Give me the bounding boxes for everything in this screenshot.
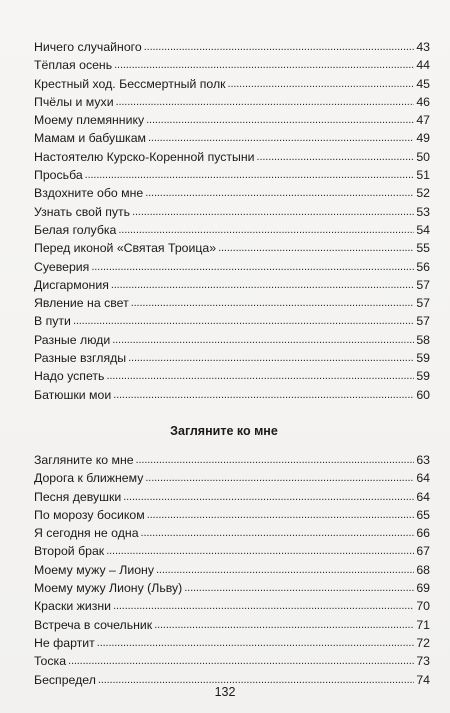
toc-entry	[34, 386, 430, 404]
toc-entry	[34, 349, 430, 367]
dot-leader	[136, 451, 414, 469]
toc-entry-page: 46	[416, 94, 430, 109]
dot-leader	[218, 239, 414, 257]
toc-entry-title: Не фартит	[34, 635, 95, 650]
toc-entry-title: Тоска	[34, 654, 67, 669]
toc-entry	[34, 597, 430, 615]
toc-entry-title: Моему мужу – Лиону	[34, 562, 154, 577]
dot-leader	[91, 258, 414, 276]
toc-entry-page: 57	[416, 277, 430, 292]
toc-entry	[34, 276, 430, 294]
toc-entry-title: Батюшки мои	[34, 387, 112, 402]
toc-entry-title: Крестный ход. Бессмертный полк	[34, 76, 226, 91]
toc-entry	[34, 148, 430, 166]
toc-entry	[34, 367, 430, 385]
toc-entry	[34, 294, 430, 312]
dot-leader	[141, 524, 414, 542]
toc-entry	[34, 221, 430, 239]
dot-leader	[116, 93, 414, 111]
toc-entry-page: 52	[416, 186, 430, 201]
toc-entry-page: 58	[416, 332, 430, 347]
toc-entry-title: Суеверия	[34, 259, 90, 274]
toc-entry-title: Встреча в сочельник	[34, 617, 153, 632]
dot-leader	[145, 469, 414, 487]
toc-entry-title: Загляните ко мне	[34, 452, 134, 467]
toc-entry	[34, 469, 430, 487]
table-of-contents	[34, 38, 430, 689]
toc-entry-title: Второй брак	[34, 544, 105, 559]
toc-entry-title: В пути	[34, 314, 71, 329]
toc-entry-page: 57	[416, 314, 430, 329]
dot-leader	[97, 634, 414, 652]
toc-entry-title: Пчёлы и мухи	[34, 94, 114, 109]
toc-entry-page: 70	[416, 599, 430, 614]
toc-entry	[34, 129, 430, 147]
toc-entry-page: 47	[416, 113, 430, 128]
dot-leader	[123, 488, 414, 506]
dot-leader	[144, 38, 414, 56]
toc-entry-page: 68	[416, 562, 430, 577]
toc-entry-title: Дисгармония	[34, 277, 109, 292]
toc-entry-page: 54	[416, 222, 430, 237]
toc-entry-title: Песня девушки	[34, 489, 122, 504]
toc-entry-title: Беспредел	[34, 672, 96, 687]
dot-leader	[85, 166, 414, 184]
toc-entry-page: 59	[416, 369, 430, 384]
toc-entry-page: 44	[416, 58, 430, 73]
toc-entry-title: Разные взгляды	[34, 351, 127, 366]
toc-entry-page: 55	[416, 241, 430, 256]
dot-leader	[228, 75, 414, 93]
toc-entry-title: Моему мужу Лиону (Льву)	[34, 581, 183, 596]
toc-entry	[34, 258, 430, 276]
dot-leader	[73, 312, 414, 330]
toc-entry-title: Моему племяннику	[34, 113, 145, 128]
toc-entry	[34, 524, 430, 542]
toc-entry-title: Тёплая осень	[34, 58, 113, 73]
toc-entry-title: Дорога к ближнему	[34, 471, 144, 486]
toc-entry-title: Краски жизни	[34, 599, 112, 614]
dot-leader	[112, 331, 414, 349]
toc-entry-page: 63	[416, 452, 430, 467]
toc-entry-page: 49	[416, 131, 430, 146]
dot-leader	[184, 579, 414, 597]
dot-leader	[68, 652, 414, 670]
toc-entry	[34, 56, 430, 74]
toc-entry-title: Надо успеть	[34, 369, 105, 384]
toc-entry-title: Явление на свет	[34, 296, 129, 311]
toc-entry-page: 57	[416, 296, 430, 311]
dot-leader	[113, 386, 414, 404]
toc-entry	[34, 38, 430, 56]
toc-section-2-list	[34, 451, 430, 689]
dot-leader	[156, 561, 414, 579]
dot-leader	[257, 148, 414, 166]
toc-entry-page: 66	[416, 526, 430, 541]
toc-entry-title: Просьба	[34, 168, 83, 183]
toc-entry-page: 64	[416, 471, 430, 486]
dot-leader	[106, 542, 414, 560]
page-number: 132	[214, 685, 236, 699]
dot-leader	[148, 129, 414, 147]
toc-entry-page: 65	[416, 507, 430, 522]
dot-leader	[106, 367, 414, 385]
dot-leader	[132, 203, 414, 221]
toc-entry-title: По морозу босиком	[34, 507, 145, 522]
toc-entry-page: 73	[416, 654, 430, 669]
toc-entry-page: 43	[416, 40, 430, 54]
toc-entry-title: Разные люди	[34, 332, 111, 347]
toc-entry	[34, 542, 430, 560]
toc-entry	[34, 166, 430, 184]
dot-leader	[146, 111, 414, 129]
toc-entry-page: 59	[416, 351, 430, 366]
toc-entry-title: Белая голубка	[34, 222, 117, 237]
toc-entry-title: Перед иконой «Святая Троица»	[34, 241, 217, 256]
toc-entry	[34, 506, 430, 524]
toc-entry-page: 51	[416, 168, 430, 183]
dot-leader	[114, 56, 414, 74]
toc-entry	[34, 652, 430, 670]
dot-leader	[147, 506, 414, 524]
dot-leader	[128, 349, 414, 367]
toc-entry-page: 71	[416, 617, 430, 632]
toc-entry-title: Вздохните обо мне	[34, 186, 144, 201]
dot-leader	[111, 276, 414, 294]
toc-entry	[34, 203, 430, 221]
toc-entry	[34, 488, 430, 506]
toc-entry	[34, 93, 430, 111]
toc-entry-page: 50	[416, 149, 430, 164]
toc-entry	[34, 75, 430, 93]
toc-entry	[34, 312, 430, 330]
toc-entry-title: Узнать свой путь	[34, 204, 131, 219]
toc-entry-page: 72	[416, 635, 430, 650]
toc-entry	[34, 561, 430, 579]
toc-entry	[34, 239, 430, 257]
toc-entry-page: 53	[416, 204, 430, 219]
toc-entry-page: 67	[416, 544, 430, 559]
toc-section-1-list	[34, 38, 430, 404]
toc-entry-page: 69	[416, 581, 430, 596]
toc-entry-page: 60	[416, 387, 430, 402]
dot-leader	[113, 597, 414, 615]
dot-leader	[154, 616, 414, 634]
dot-leader	[145, 184, 414, 202]
toc-entry-title: Мамам и бабушкам	[34, 131, 146, 146]
toc-entry	[34, 331, 430, 349]
toc-entry	[34, 111, 430, 129]
toc-entry-page: 74	[416, 672, 430, 687]
toc-entry-page: 64	[416, 489, 430, 504]
dot-leader	[118, 221, 414, 239]
toc-entry	[34, 579, 430, 597]
toc-entry-title: Я сегодня не одна	[34, 526, 139, 541]
toc-entry	[34, 616, 430, 634]
section-heading: Загляните ко мне	[170, 423, 278, 438]
toc-entry-title: Настоятелю Курско-Коренной пустыни	[34, 149, 255, 164]
toc-entry	[34, 634, 430, 652]
dot-leader	[131, 294, 414, 312]
toc-entry	[34, 451, 430, 469]
toc-entry-page: 45	[416, 76, 430, 91]
toc-entry-page: 56	[416, 259, 430, 274]
toc-entry-title: Ничего случайного	[34, 40, 142, 54]
toc-entry	[34, 184, 430, 202]
